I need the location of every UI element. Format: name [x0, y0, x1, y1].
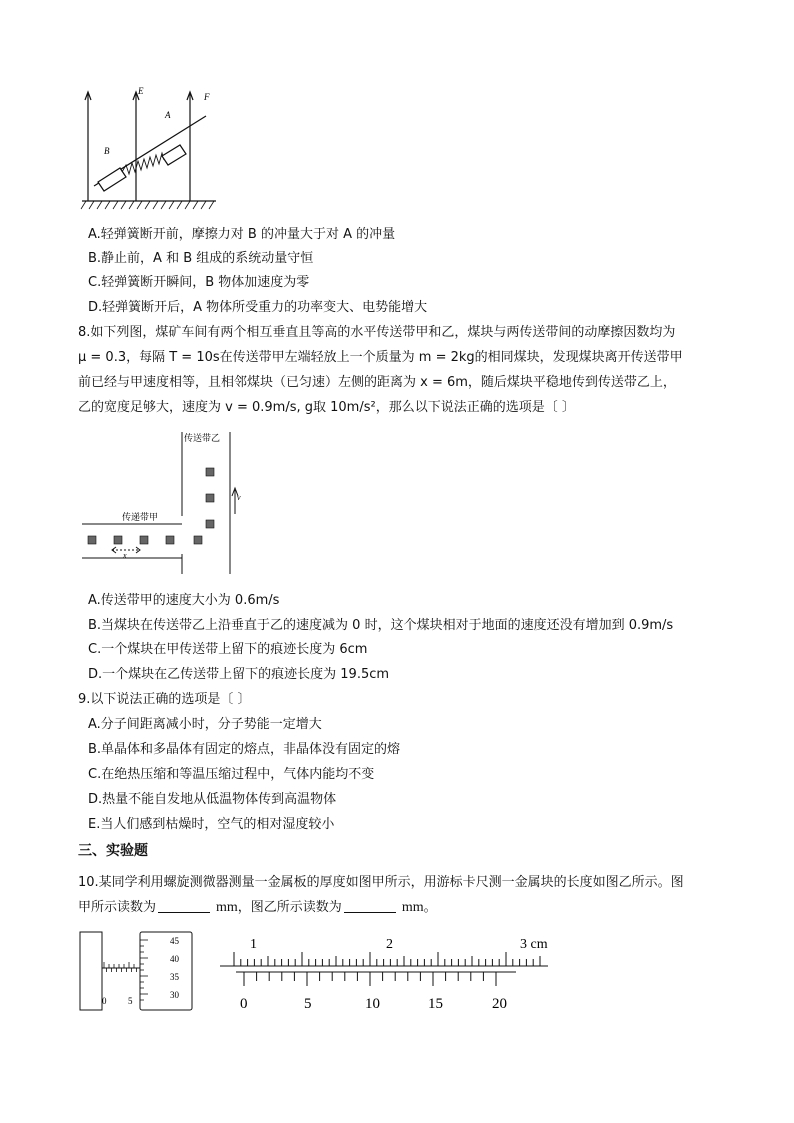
main-label-2: 2: [386, 937, 393, 952]
coal-block: [88, 536, 96, 544]
vernier-label-15: 15: [428, 996, 443, 1012]
coal-block: [114, 536, 122, 544]
coal-block: [166, 536, 174, 544]
q7-option-c: C.轻弹簧断开瞬间，B 物体加速度为零: [88, 275, 310, 290]
fig1-inclined-plane-diagram: [80, 86, 220, 216]
vernier-label-10: 10: [365, 996, 380, 1012]
vernier-label-0: 0: [240, 996, 248, 1012]
unit-mm-1: mm: [216, 900, 238, 915]
sleeve-label-5: 5: [128, 996, 133, 1006]
block-a: [162, 145, 186, 165]
coal-block: [140, 536, 148, 544]
q7-option-d: D.轻弹簧断开后，A 物体所受重力的功率变大、电势能增大: [88, 300, 428, 315]
q8-stem-line3: 前已经与甲速度相等，且相邻煤块（已匀速）左侧的距离为 x = 6m，随后煤块平稳地传到传送带乙上，: [78, 375, 676, 390]
belt-b-label: 传送带乙: [184, 434, 221, 444]
main-label-1: 1: [250, 937, 257, 952]
q10-line2-text-b: ，图乙所示读数为: [237, 900, 342, 915]
vernier-label-5: 5: [304, 996, 312, 1012]
q8-option-b: B.当煤块在传送带乙上沿垂直于乙的速度减为 0 时，这个煤块相对于地面的速度还没有增加到 0.9m/s: [88, 618, 674, 633]
q8-stem-line1: 8.如下列图，煤矿车间有两个相互垂直且等高的水平传送带甲和乙，煤块与两传送带间的动摩擦因数均为: [78, 325, 676, 340]
answer-blank-1[interactable]: [158, 898, 210, 913]
thimble-label-30: 30: [170, 990, 179, 1000]
label-b: B: [104, 146, 110, 156]
vernier-caliper-diagram: [220, 930, 560, 1014]
main-label-3cm: 3 cm: [520, 937, 548, 952]
sleeve-label-0: 0: [102, 996, 107, 1006]
thimble-label-40: 40: [170, 954, 179, 964]
q7-option-a: A.轻弹簧断开前，摩擦力对 B 的冲量大于对 A 的冲量: [88, 227, 396, 242]
unit-mm-2: mm: [401, 900, 424, 915]
q10-line2: [78, 898, 437, 918]
thimble-label-45: 45: [170, 936, 179, 946]
label-f: F: [204, 92, 210, 102]
coal-block: [206, 520, 214, 528]
q9-option-d: D.热量不能自发地从低温物体传到高温物体: [88, 792, 337, 807]
label-a: A: [165, 110, 171, 120]
fig2-conveyor-diagram: [82, 430, 242, 576]
coal-block: [194, 536, 202, 544]
label-e: E: [138, 86, 144, 96]
q9-stem: 9.以下说法正确的选项是〔 〕: [78, 692, 251, 707]
section-title: 三、实验题: [78, 843, 148, 859]
q10-line2-end: 。: [423, 900, 437, 915]
q9-option-c: C.在绝热压缩和等温压缩过程中，气体内能均不变: [88, 767, 375, 782]
answer-blank-2[interactable]: [344, 898, 396, 913]
coal-block: [206, 494, 214, 502]
spring: [122, 153, 164, 174]
q7-option-b: B.静止前，A 和 B 组成的系统动量守恒: [88, 251, 314, 266]
micrometer-diagram: [78, 926, 198, 1014]
q9-option-e: E.当人们感到枯燥时，空气的相对湿度较小: [88, 817, 335, 832]
q8-stem-line4: 乙的宽度足够大，速度为 v = 0.9m/s, g取 10m/s²，那么以下说法正确的选项是〔 〕: [78, 400, 575, 415]
q8-option-d: D.一个煤块在乙传送带上留下的痕迹长度为 19.5cm: [88, 667, 390, 682]
coal-block: [206, 468, 214, 476]
q10-line2-text-a: 甲所示读数为: [78, 900, 157, 915]
q10-line1: 10.某同学利用螺旋测微器测量一金属板的厚度如图甲所示，用游标卡尺测一金属块的长度如图乙所示。图: [78, 875, 684, 890]
q8-stem-line2: μ = 0.3，每隔 T = 10s在传送带甲左端轻放上一个质量为 m = 2kg的相同煤块，发现煤块离开传送带甲: [78, 350, 683, 365]
thimble-label-35: 35: [170, 972, 179, 982]
q9-option-a: A.分子间距离减小时，分子势能一定增大: [88, 717, 322, 732]
label-x: x: [123, 551, 127, 560]
q8-option-c: C.一个煤块在甲传送带上留下的痕迹长度为 6cm: [88, 642, 368, 657]
vernier-label-20: 20: [492, 996, 507, 1012]
label-v: v: [237, 493, 241, 502]
q9-option-b: B.单晶体和多晶体有固定的熔点，非晶体没有固定的熔: [88, 742, 401, 757]
q8-option-a: A.传送带甲的速度大小为 0.6m/s: [88, 593, 280, 608]
belt-a-label: 传递带甲: [122, 513, 159, 523]
